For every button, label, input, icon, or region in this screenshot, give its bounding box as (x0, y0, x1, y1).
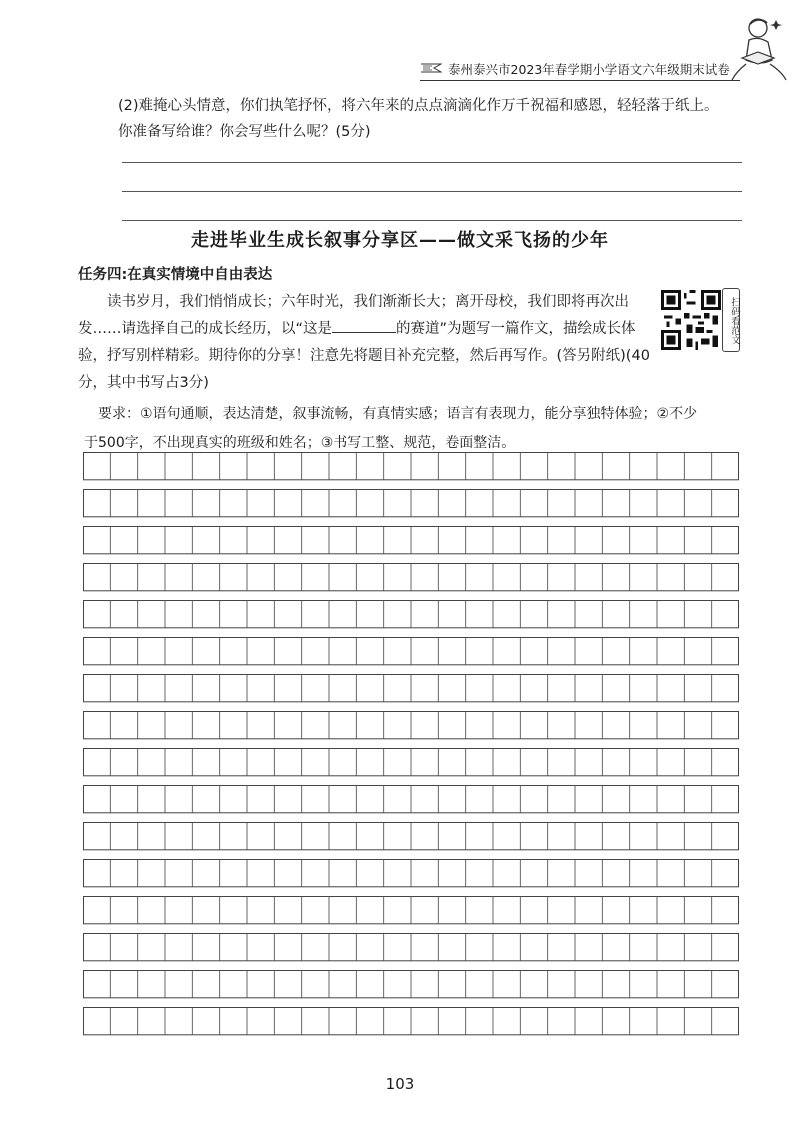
header-rule (420, 80, 740, 81)
question-2 (118, 93, 758, 145)
grid-row[interactable] (84, 749, 739, 776)
section-title: 走进毕业生成长叙事分享区——做文采飞扬的少年 (191, 230, 609, 251)
qr-caption: 扫码看范文 (722, 288, 740, 352)
prompt-text-after-blank: 的赛道”为题写一篇作文，描绘成长体验，抒写别样精彩。期待你的分享！注意先将题目补充完整，然后再写作。(答另附纸)(40分，其中书写占3分) (78, 321, 650, 391)
grid-row[interactable] (84, 675, 739, 702)
grid-row[interactable] (84, 453, 739, 480)
question-2-line2: 你准备写给谁？你会写些什么呢？(5分) (118, 124, 371, 140)
prompt-text-before-blank: 读书岁月，我们悄悄成长；六年时光，我们渐渐长大；离开母校，我们即将再次出发……请选择自己的成长经历，以“这是 (78, 294, 629, 337)
title-blank[interactable] (332, 318, 396, 333)
grid-row[interactable] (84, 490, 739, 517)
task-4-title: 任务四:在真实情境中自由表达 (78, 267, 273, 283)
grid-row[interactable] (84, 860, 739, 887)
answer-line[interactable] (122, 191, 742, 192)
grid-row[interactable] (84, 601, 739, 628)
running-header (420, 58, 750, 88)
grid-row[interactable] (84, 786, 739, 813)
running-title: 泰州泰兴市2023年春学期小学语文六年级期末试卷 (448, 62, 730, 77)
grid-row[interactable] (84, 712, 739, 739)
grid-row[interactable] (84, 897, 739, 924)
flag-icon (420, 62, 442, 74)
grid-row[interactable] (84, 934, 739, 961)
grid-row[interactable] (84, 564, 739, 591)
task-4-requirements (84, 400, 748, 458)
requirements-line1: 要求：①语句通顺，表达清楚，叙事流畅，有真情实感；语言有表现力，能分享独特体验；②不少 (98, 406, 698, 422)
grid-row[interactable] (84, 1008, 739, 1035)
grid-row[interactable] (84, 638, 739, 665)
reading-child-mascot-icon (728, 14, 790, 84)
grid-row[interactable] (84, 823, 739, 850)
answer-line[interactable] (122, 162, 742, 163)
page-number: 103 (385, 1075, 415, 1093)
question-2-line1: (2)难掩心头情意，你们执笔抒怀，将六年来的点点滴滴化作万千祝福和感恩，轻轻落于纸上。 (118, 98, 719, 114)
grid-row[interactable] (84, 527, 739, 554)
answer-line[interactable] (122, 220, 742, 221)
qr-code-icon[interactable] (661, 290, 721, 350)
task-4-prompt (78, 289, 658, 397)
composition-writing-grid[interactable] (83, 452, 739, 1044)
grid-row[interactable] (84, 971, 739, 998)
requirements-line2: 于500字，不出现真实的班级和姓名；③书写工整、规范，卷面整洁。 (84, 435, 516, 451)
